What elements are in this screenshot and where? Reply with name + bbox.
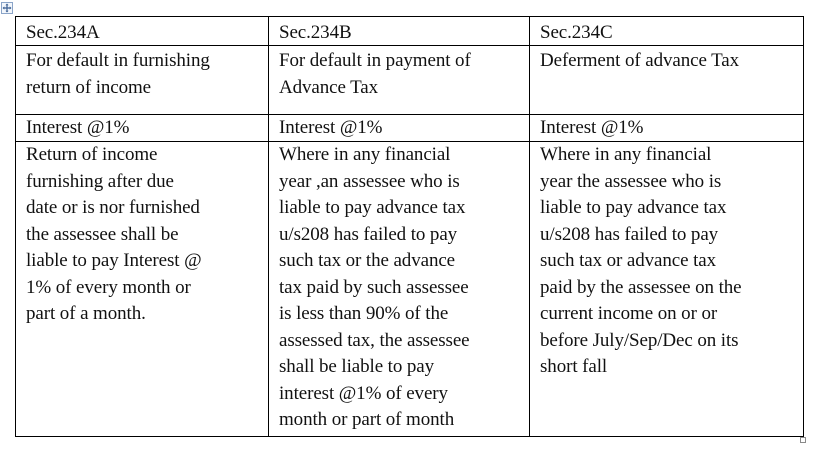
table-row-interest-rates (16, 115, 804, 142)
table-row-section-headers (16, 17, 804, 46)
interest-sections-table (15, 16, 804, 437)
cell-description-234b[interactable]: For default in payment of Advance Tax (269, 46, 530, 115)
cell-description-234c[interactable]: Deferment of advance Tax (530, 46, 804, 115)
cell-detail-234a[interactable]: Return of income furnishing after due date or is nor furnished the assessee shall be liable to pay Interest @ 1% of every month or part of a month. (16, 142, 269, 437)
cell-header-234a[interactable]: Sec.234A (16, 17, 269, 46)
table-resize-handle-icon[interactable] (800, 437, 806, 443)
cell-header-234c[interactable]: Sec.234C (530, 17, 804, 46)
table-move-handle-icon[interactable] (1, 2, 13, 14)
cell-rate-234c[interactable]: Interest @1% (530, 115, 804, 142)
cell-rate-234a[interactable]: Interest @1% (16, 115, 269, 142)
cell-header-234b[interactable]: Sec.234B (269, 17, 530, 46)
table-row-descriptions (16, 46, 804, 115)
cell-detail-234b[interactable]: Where in any financial year ,an assessee who is liable to pay advance tax u/s208 has failed to pay such tax or the advance tax paid by such assessee is less than 90% of the assessed tax, the assessee shall be liable to pay interest @1% of every month or part of month (269, 142, 530, 437)
table-row-details (16, 142, 804, 437)
move-arrows-icon (2, 3, 12, 13)
cell-description-234a[interactable]: For default in furnishing return of income (16, 46, 269, 115)
cell-rate-234b[interactable]: Interest @1% (269, 115, 530, 142)
cell-detail-234c[interactable]: Where in any financial year the assessee who is liable to pay advance tax u/s208 has failed to pay such tax or advance tax paid by the assessee on the current income on or or before July/Sep/Dec on its short fall (530, 142, 804, 437)
